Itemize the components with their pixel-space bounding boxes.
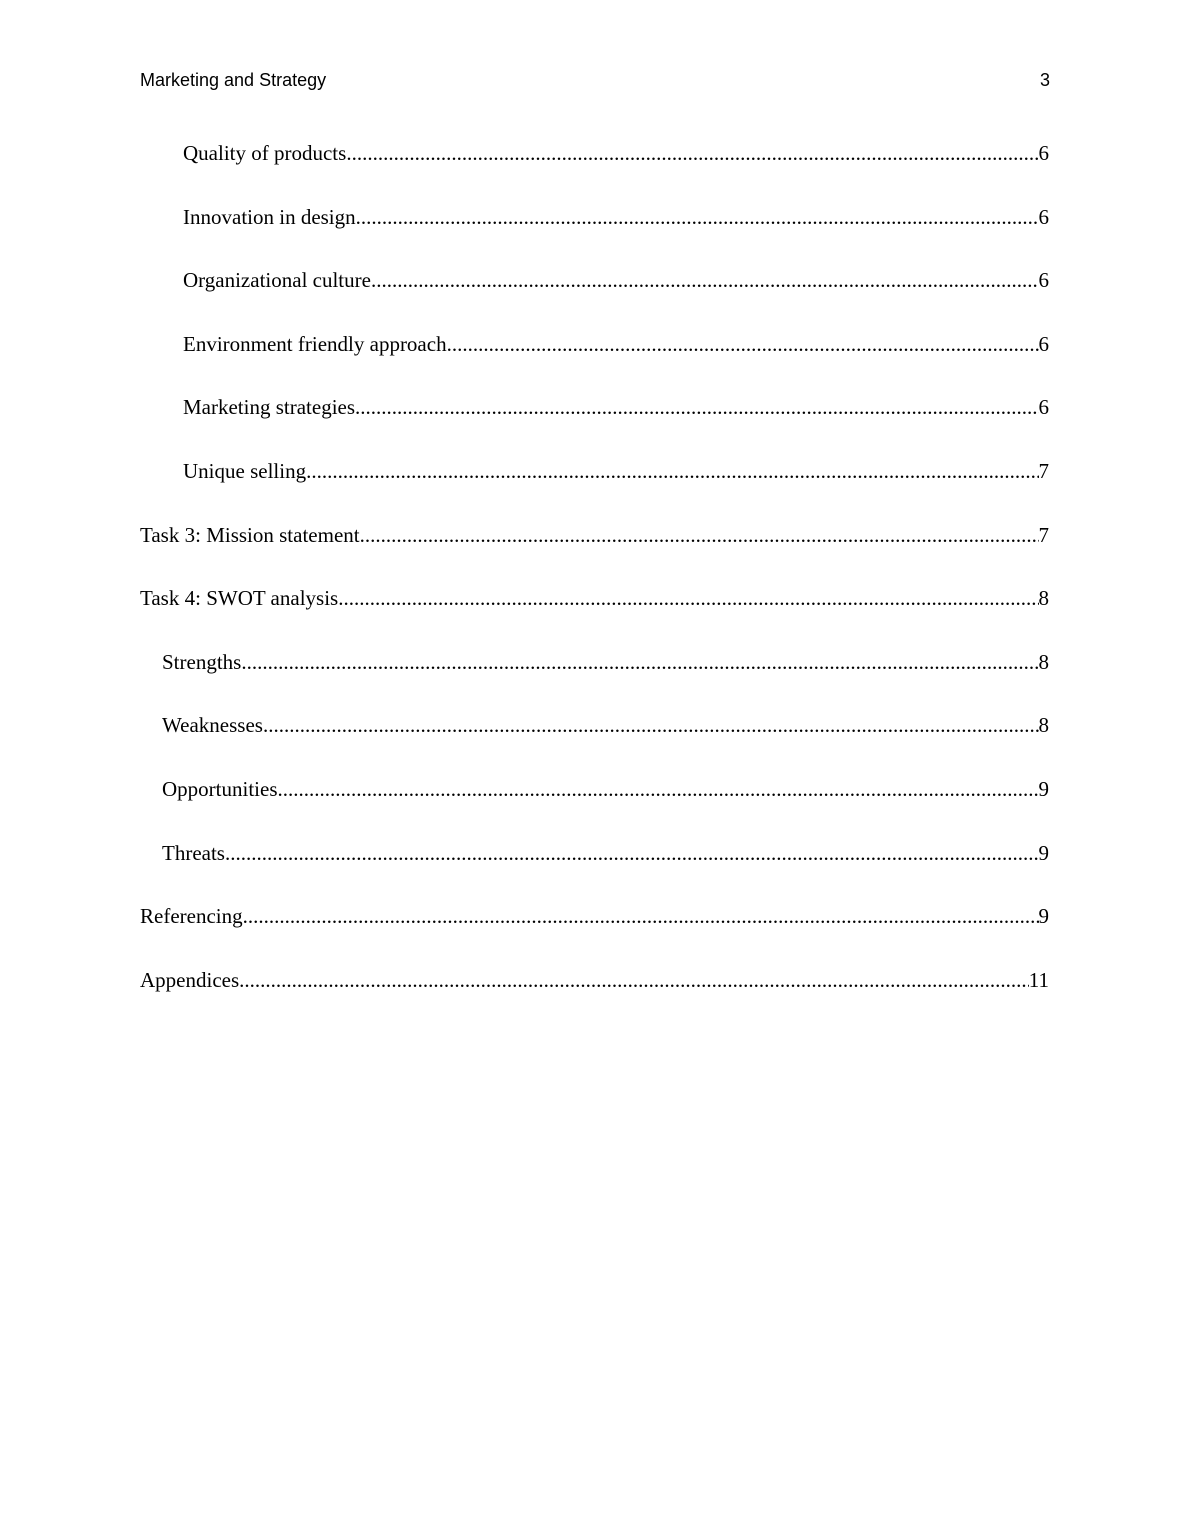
toc-entry-page: 7 [1038, 458, 1049, 483]
toc-dot-leader [355, 392, 1038, 422]
running-head-title: Marketing and Strategy [140, 70, 327, 90]
toc-dot-leader [371, 265, 1039, 295]
toc-entry-label: Organizational culture [183, 268, 371, 293]
toc-entry-label: Task 4: SWOT analysis [140, 586, 339, 611]
toc-entry[interactable] [140, 774, 1049, 804]
table-of-contents [140, 138, 1049, 1028]
toc-entry-page: 8 [1038, 649, 1049, 674]
toc-entry-page: 6 [1038, 141, 1049, 165]
page-number: 3 [1039, 70, 1050, 90]
toc-entry-label: Unique selling [183, 458, 307, 483]
toc-entry-label: Opportunities [162, 776, 278, 801]
toc-entry[interactable] [140, 202, 1049, 232]
page-header [140, 70, 1050, 96]
toc-entry-page: 6 [1038, 204, 1049, 229]
toc-entry-page: 7 [1038, 522, 1049, 547]
toc-entry-label: Quality of products [183, 141, 347, 165]
toc-entry-page: 6 [1038, 395, 1049, 420]
toc-dot-leader [243, 901, 1039, 931]
toc-entry[interactable] [140, 456, 1049, 486]
toc-dot-leader [346, 138, 1038, 168]
toc-dot-leader [241, 647, 1038, 677]
toc-entry[interactable] [140, 392, 1049, 422]
toc-dot-leader [263, 710, 1039, 740]
toc-entry-label: Weaknesses [162, 713, 263, 738]
toc-entry-page: 6 [1038, 331, 1049, 356]
toc-entry-label: Environment friendly approach [183, 331, 447, 356]
toc-entry[interactable] [140, 647, 1049, 677]
toc-entry-page: 8 [1038, 713, 1049, 738]
toc-entry[interactable] [140, 583, 1049, 613]
toc-entry-label: Threats [162, 840, 225, 865]
toc-entry[interactable] [140, 138, 1049, 168]
toc-dot-leader [360, 520, 1039, 550]
toc-dot-leader [278, 774, 1039, 804]
toc-entry-page: 9 [1038, 840, 1049, 865]
toc-entry-page: 8 [1038, 586, 1049, 611]
toc-entry[interactable] [140, 965, 1049, 995]
toc-entry-page: 6 [1038, 268, 1049, 293]
toc-entry-page: 9 [1038, 904, 1049, 929]
toc-entry[interactable] [140, 265, 1049, 295]
toc-entry-page: 9 [1038, 776, 1049, 801]
toc-dot-leader [225, 838, 1039, 868]
toc-entry[interactable] [140, 329, 1049, 359]
toc-entry[interactable] [140, 838, 1049, 868]
toc-dot-leader [447, 329, 1039, 359]
toc-entry-label: Appendices [140, 967, 240, 992]
toc-dot-leader [306, 456, 1038, 486]
toc-entry[interactable] [140, 520, 1049, 550]
toc-entry-label: Referencing [140, 904, 243, 929]
toc-entry-page: 11 [1028, 967, 1049, 992]
toc-dot-leader [338, 583, 1038, 613]
toc-entry-label: Innovation in design [183, 204, 356, 229]
toc-entry-label: Task 3: Mission statement [140, 522, 360, 547]
toc-entry-label: Strengths [162, 649, 242, 674]
toc-dot-leader [356, 202, 1039, 232]
toc-dot-leader [239, 965, 1029, 995]
toc-entry[interactable] [140, 901, 1049, 931]
toc-entry[interactable] [140, 710, 1049, 740]
toc-entry-label: Marketing strategies [183, 395, 356, 420]
